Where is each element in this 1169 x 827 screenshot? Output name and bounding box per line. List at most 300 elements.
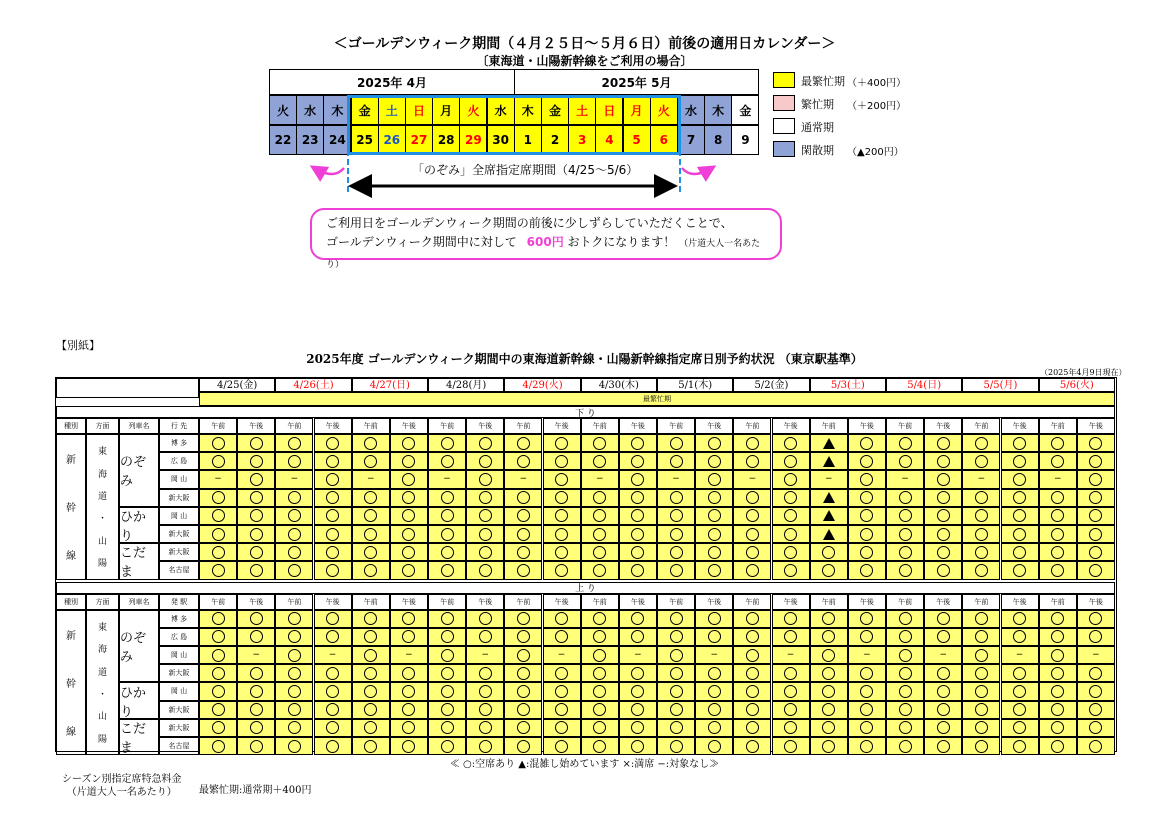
status-cell [733, 701, 771, 719]
status-cell [199, 543, 237, 561]
status-available [746, 528, 759, 541]
status-cell [962, 452, 1000, 470]
note-text-2: おトクになります！ [567, 235, 676, 249]
status-cell [733, 682, 771, 700]
status-cell [848, 664, 886, 682]
status-cell [924, 434, 962, 452]
status-available [860, 491, 873, 504]
status-available [517, 437, 530, 450]
status-cell [581, 719, 619, 737]
status-available [746, 564, 759, 577]
calendar-weekday: 火 [269, 95, 297, 125]
status-cell [352, 737, 390, 755]
status-available [860, 455, 873, 468]
legend-value: （▲200円） [847, 147, 904, 158]
status-available [517, 667, 530, 680]
status-available [288, 703, 301, 716]
ampm-header: 午後 [848, 594, 886, 610]
peak-band: 最繁忙期 [199, 392, 1115, 406]
status-cell [848, 507, 886, 525]
status-available [517, 528, 530, 541]
status-available [822, 564, 835, 577]
calendar-subtitle: 〔東海道・山陽新幹線をご利用の場合〕 [476, 54, 693, 68]
status-available [326, 667, 339, 680]
status-cell [275, 489, 313, 507]
status-cell [733, 489, 771, 507]
status-cell [962, 434, 1000, 452]
status-available [1013, 509, 1026, 522]
status-cell [1001, 701, 1039, 719]
route-char: 海 [97, 469, 107, 480]
status-cell [199, 737, 237, 755]
status-available [784, 455, 797, 468]
status-available [364, 528, 377, 541]
destination: 博 多 [159, 434, 199, 452]
status-cell [924, 719, 962, 737]
status-available [746, 685, 759, 698]
status-available [441, 630, 454, 643]
status-available [975, 564, 988, 577]
status-cell [314, 701, 352, 719]
savings-amount: 600円 [526, 235, 564, 249]
status-cell [543, 489, 581, 507]
status-cell [733, 719, 771, 737]
ampm-header: 午前 [428, 594, 466, 610]
status-crowded [823, 492, 835, 503]
status-available [860, 437, 873, 450]
status-available [479, 667, 492, 680]
legend-value: （＋400円） [847, 78, 907, 89]
status-available [593, 685, 606, 698]
date-header: 5/5(月) [962, 378, 1038, 392]
status-cell [275, 543, 313, 561]
status-cell [543, 664, 581, 682]
status-cell [581, 561, 619, 579]
date-header: 4/25(金) [199, 378, 275, 392]
status-cell [695, 682, 733, 700]
status-available [670, 667, 683, 680]
status-cell [199, 719, 237, 737]
status-cell [886, 525, 924, 543]
calendar-date: 6 [650, 125, 678, 155]
status-cell [1001, 682, 1039, 700]
status-cell [733, 628, 771, 646]
status-cell [543, 507, 581, 525]
status-cell [962, 525, 1000, 543]
status-cell [848, 646, 886, 664]
status-cell [466, 470, 504, 488]
date-header: 5/1(木) [657, 378, 733, 392]
status-cell [962, 489, 1000, 507]
status-cell [314, 434, 352, 452]
status-available [784, 437, 797, 450]
status-available [593, 703, 606, 716]
status-available [822, 649, 835, 662]
status-cell [1077, 452, 1115, 470]
route-char: 道 [97, 667, 107, 678]
train-name: のぞみ [119, 434, 159, 507]
status-available [975, 703, 988, 716]
status-available [250, 528, 263, 541]
status-none: − [366, 474, 375, 485]
status-cell [962, 682, 1000, 700]
status-available [937, 528, 950, 541]
status-cell [886, 719, 924, 737]
status-cell [237, 646, 275, 664]
date-header: 4/26(土) [275, 378, 351, 392]
status-cell [352, 701, 390, 719]
status-available [1013, 612, 1026, 625]
ampm-header: 午前 [199, 594, 237, 610]
status-cell [428, 682, 466, 700]
status-available [326, 630, 339, 643]
destination: 岡 山 [159, 682, 199, 700]
status-available [746, 437, 759, 450]
status-cell [352, 610, 390, 628]
status-available [975, 437, 988, 450]
status-cell [199, 452, 237, 470]
status-available [555, 473, 568, 486]
status-available [860, 564, 873, 577]
status-cell [810, 507, 848, 525]
train-name: ひかり [119, 682, 159, 718]
status-available [631, 703, 644, 716]
status-available [593, 437, 606, 450]
status-available [937, 612, 950, 625]
status-cell [733, 646, 771, 664]
status-available [479, 473, 492, 486]
status-cell [466, 561, 504, 579]
status-none: − [901, 474, 909, 485]
status-cell [352, 664, 390, 682]
status-cell [428, 489, 466, 507]
status-available [746, 612, 759, 625]
status-available [822, 740, 835, 753]
status-cell [275, 507, 313, 525]
status-cell [848, 470, 886, 488]
status-available [670, 703, 683, 716]
status-cell [275, 719, 313, 737]
status-cell [924, 489, 962, 507]
ampm-header: 午後 [924, 594, 962, 610]
status-available [1051, 612, 1064, 625]
note-small: （片道大人一名あたり） [326, 239, 761, 270]
status-available [288, 612, 301, 625]
status-cell [848, 561, 886, 579]
status-available [288, 455, 301, 468]
status-cell [314, 470, 352, 488]
ampm-header: 午後 [772, 594, 810, 610]
status-cell [924, 507, 962, 525]
status-cell [810, 543, 848, 561]
column-header: 発 駅 [159, 594, 199, 610]
status-available [593, 630, 606, 643]
status-cell [1001, 452, 1039, 470]
column-header: 列車名 [119, 594, 159, 610]
calendar-weekday: 月 [432, 95, 460, 125]
status-cell [924, 470, 962, 488]
status-crowded [823, 438, 835, 449]
status-available [937, 703, 950, 716]
status-cell [237, 525, 275, 543]
ampm-header: 午前 [886, 418, 924, 434]
status-cell [619, 452, 657, 470]
status-available [250, 546, 263, 559]
direction-header: 上 り [56, 582, 1115, 594]
status-available [555, 740, 568, 753]
status-available [631, 509, 644, 522]
status-available [288, 649, 301, 662]
status-available [1013, 740, 1026, 753]
status-available [441, 491, 454, 504]
status-available [212, 685, 225, 698]
status-available [517, 612, 530, 625]
status-cell [886, 646, 924, 664]
column-header: 行 先 [159, 418, 199, 434]
status-available [631, 546, 644, 559]
status-cell [1077, 561, 1115, 579]
train-name: のぞみ [119, 610, 159, 683]
status-cell [314, 628, 352, 646]
status-cell [810, 561, 848, 579]
status-cell [772, 489, 810, 507]
status-cell [810, 719, 848, 737]
status-available [631, 564, 644, 577]
status-cell [1077, 434, 1115, 452]
route-char: ・ [97, 514, 107, 525]
status-available [860, 546, 873, 559]
status-available [555, 528, 568, 541]
status-cell [1077, 610, 1115, 628]
status-cell [848, 719, 886, 737]
status-available [364, 721, 377, 734]
status-available [1013, 491, 1026, 504]
status-cell [237, 543, 275, 561]
ampm-header: 午後 [924, 418, 962, 434]
status-cell [733, 610, 771, 628]
status-available [402, 721, 415, 734]
status-available [631, 630, 644, 643]
status-available [212, 437, 225, 450]
status-available [631, 473, 644, 486]
status-cell [390, 525, 428, 543]
status-available [593, 667, 606, 680]
ampm-header: 午後 [1001, 594, 1039, 610]
status-available [364, 437, 377, 450]
status-cell [543, 470, 581, 488]
status-cell [619, 701, 657, 719]
status-cell [352, 470, 390, 488]
destination: 名古屋 [159, 561, 199, 579]
status-available [860, 612, 873, 625]
status-cell [504, 561, 542, 579]
status-cell [504, 664, 542, 682]
status-cell [1001, 719, 1039, 737]
status-available [860, 685, 873, 698]
status-cell [619, 682, 657, 700]
nozomi-period-label: 「のぞみ」全席指定席期間（4/25～5/6） [412, 163, 639, 177]
status-none: − [1053, 474, 1062, 485]
status-available [479, 437, 492, 450]
status-cell [199, 628, 237, 646]
status-cell [619, 737, 657, 755]
status-available [899, 630, 912, 643]
status-cell [199, 701, 237, 719]
column-header: 方面 [86, 418, 119, 434]
status-available [441, 740, 454, 753]
calendar-weekday: 火 [650, 95, 678, 125]
status-available [517, 509, 530, 522]
status-available [402, 455, 415, 468]
status-cell [924, 646, 962, 664]
status-cell [237, 628, 275, 646]
calendar-date: 1 [514, 125, 542, 155]
status-available [326, 740, 339, 753]
status-cell [314, 452, 352, 470]
status-cell [657, 452, 695, 470]
status-available [1089, 509, 1102, 522]
ampm-header: 午後 [848, 418, 886, 434]
calendar-date: 24 [323, 125, 351, 155]
status-available [212, 455, 225, 468]
status-cell [466, 452, 504, 470]
status-cell [848, 452, 886, 470]
status-cell [237, 664, 275, 682]
status-available [937, 455, 950, 468]
date-header: 5/6(火) [1039, 378, 1115, 392]
status-cell [390, 452, 428, 470]
status-cell [695, 543, 733, 561]
ampm-header: 午前 [352, 418, 390, 434]
status-available [1013, 630, 1026, 643]
status-available [441, 564, 454, 577]
status-cell [428, 543, 466, 561]
ampm-header: 午後 [314, 594, 352, 610]
status-cell [543, 525, 581, 543]
status-available [899, 509, 912, 522]
status-available [784, 703, 797, 716]
status-available [975, 630, 988, 643]
status-cell [1001, 507, 1039, 525]
status-cell [466, 682, 504, 700]
status-cell [428, 507, 466, 525]
status-available [1051, 528, 1064, 541]
status-cell [581, 452, 619, 470]
status-cell [848, 434, 886, 452]
status-cell [1077, 628, 1115, 646]
status-available [288, 509, 301, 522]
reservation-table [55, 377, 1117, 756]
status-available [1013, 703, 1026, 716]
destination: 新大阪 [159, 543, 199, 561]
status-available [631, 491, 644, 504]
status-cell [886, 470, 924, 488]
status-cell [466, 646, 504, 664]
status-cell [428, 646, 466, 664]
calendar-weekday: 水 [487, 95, 515, 125]
date-header: 5/4(日) [886, 378, 962, 392]
date-header: 4/29(火) [504, 378, 580, 392]
status-available [364, 546, 377, 559]
ampm-header: 午後 [619, 418, 657, 434]
savings-note [310, 208, 782, 270]
status-cell [810, 701, 848, 719]
status-available [250, 630, 263, 643]
status-cell [314, 646, 352, 664]
status-available [1089, 703, 1102, 716]
status-available [784, 721, 797, 734]
status-cell [466, 489, 504, 507]
status-available [670, 455, 683, 468]
status-cell [237, 470, 275, 488]
status-cell [581, 628, 619, 646]
status-cell [695, 470, 733, 488]
note-line-2 [326, 233, 766, 275]
status-cell [886, 434, 924, 452]
status-cell [1039, 543, 1077, 561]
status-cell [504, 452, 542, 470]
status-available [402, 473, 415, 486]
status-available [860, 473, 873, 486]
status-available [326, 509, 339, 522]
status-available [250, 740, 263, 753]
destination: 新大阪 [159, 719, 199, 737]
status-cell [619, 719, 657, 737]
status-cell [390, 664, 428, 682]
ampm-header: 午後 [543, 594, 581, 610]
status-cell [466, 610, 504, 628]
ampm-header: 午前 [962, 418, 1000, 434]
status-cell [657, 682, 695, 700]
status-cell [543, 434, 581, 452]
status-cell [466, 525, 504, 543]
status-available [1089, 685, 1102, 698]
status-available [1051, 649, 1064, 662]
status-cell [695, 561, 733, 579]
calendar-date: 29 [459, 125, 487, 155]
status-available [326, 685, 339, 698]
status-available [937, 564, 950, 577]
status-available [670, 509, 683, 522]
status-available [631, 455, 644, 468]
status-available [708, 437, 721, 450]
status-available [402, 740, 415, 753]
status-available [1089, 473, 1102, 486]
status-none: − [481, 650, 489, 661]
status-available [364, 649, 377, 662]
status-available [631, 721, 644, 734]
destination: 広 島 [159, 628, 199, 646]
status-cell [733, 664, 771, 682]
status-available [1051, 740, 1064, 753]
calendar-weekday: 金 [731, 95, 759, 125]
status-available [899, 564, 912, 577]
status-cell [924, 525, 962, 543]
status-cell [657, 525, 695, 543]
status-available [899, 721, 912, 734]
type-column [56, 610, 86, 756]
route-column [86, 610, 119, 756]
status-available [517, 703, 530, 716]
status-available [288, 491, 301, 504]
status-available [364, 685, 377, 698]
date-header: 4/27(日) [352, 378, 428, 392]
status-cell [848, 543, 886, 561]
type-char: 新 [66, 455, 76, 467]
attachment-label: 【別紙】 [56, 339, 100, 352]
status-cell [1001, 561, 1039, 579]
status-available [1089, 740, 1102, 753]
